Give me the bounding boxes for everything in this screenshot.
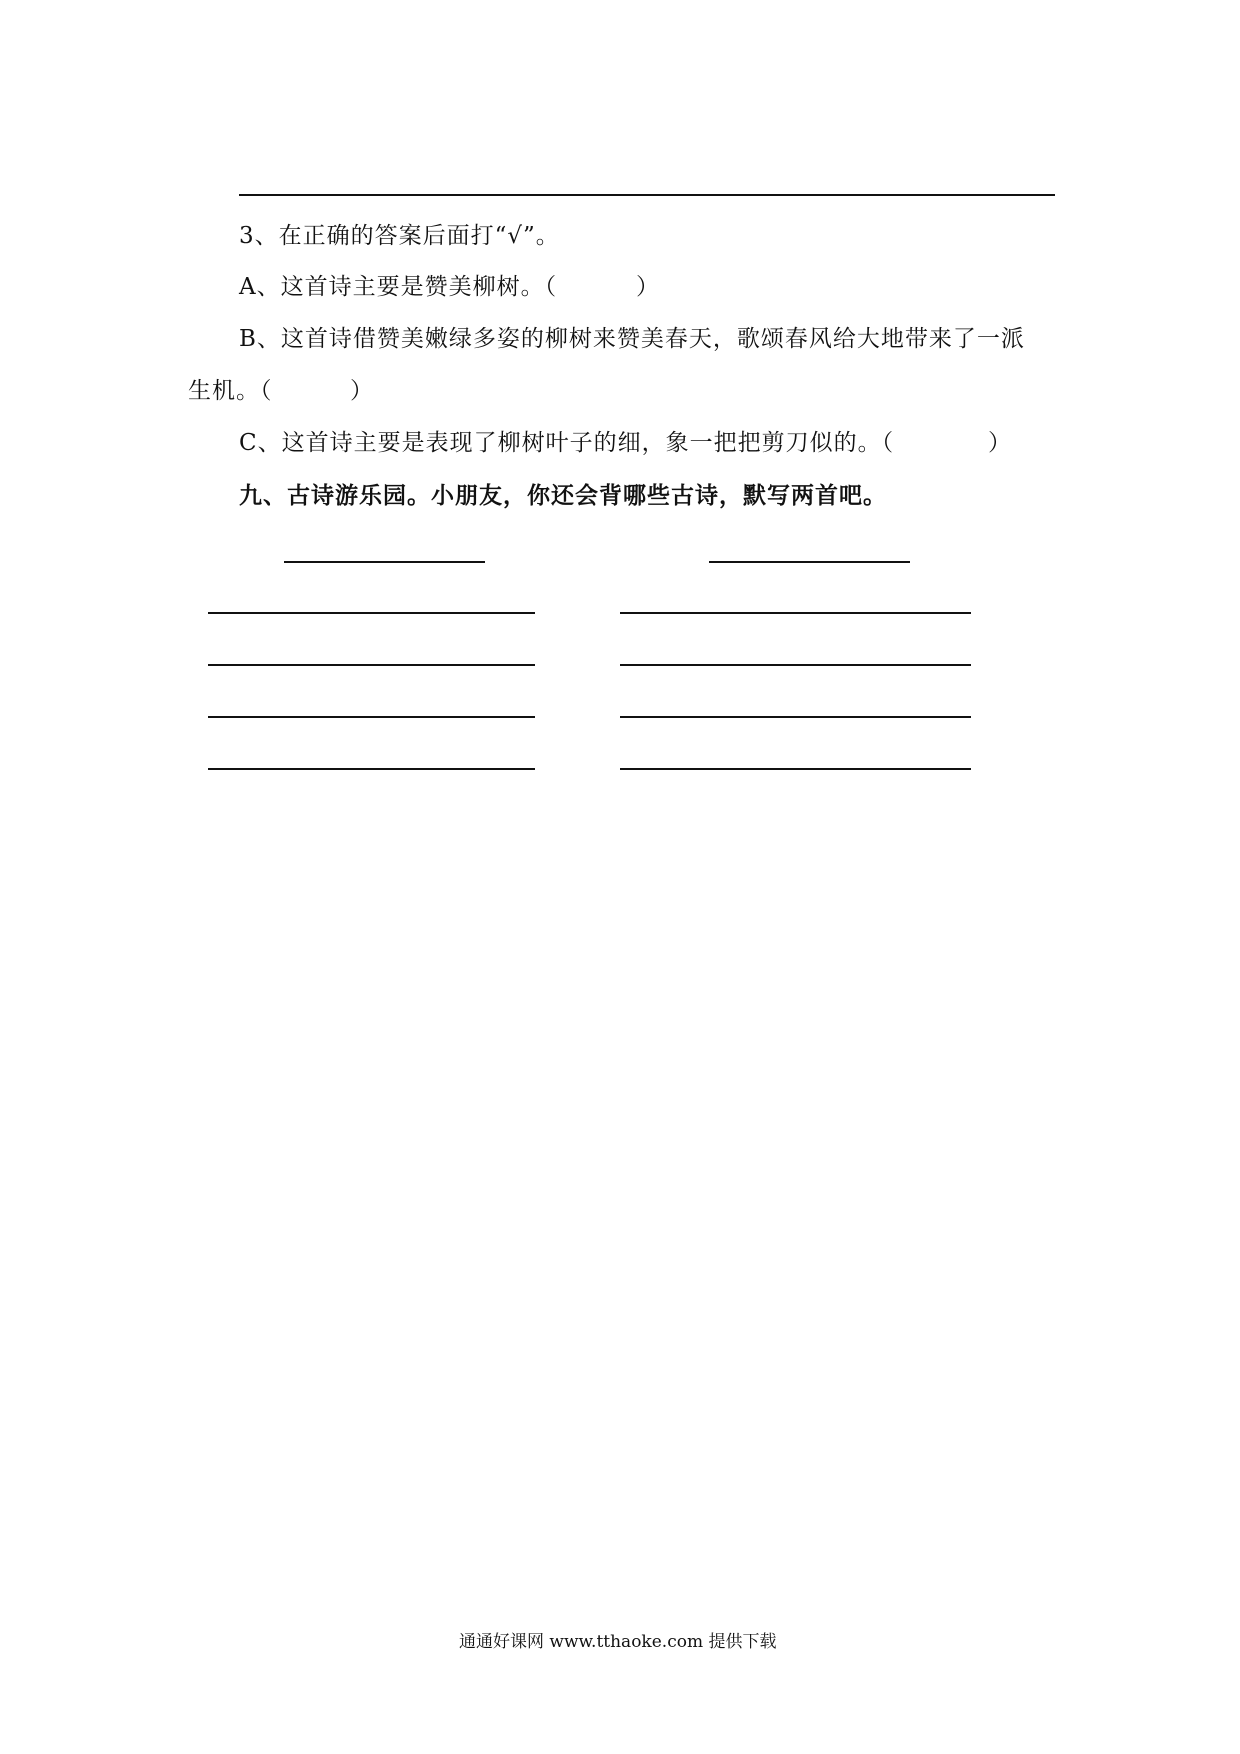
option-b-close: ） bbox=[350, 378, 374, 404]
poem-2-line-3[interactable] bbox=[620, 716, 971, 718]
poem-1-line-2[interactable] bbox=[208, 664, 535, 666]
poem-2-line-1[interactable] bbox=[620, 612, 971, 614]
option-a-close: ） bbox=[636, 274, 660, 300]
option-b-text: B、这首诗借赞美嫩绿多姿的柳树来赞美春天，歌颂春风给大地带来了一派 bbox=[239, 326, 1025, 352]
poem-1-title-line[interactable] bbox=[284, 561, 485, 563]
poem-2-line-4[interactable] bbox=[620, 768, 971, 770]
answer-line-top[interactable] bbox=[239, 194, 1055, 196]
poem-1-line-4[interactable] bbox=[208, 768, 535, 770]
poem-2-title-line[interactable] bbox=[709, 561, 910, 563]
poem-1-line-1[interactable] bbox=[208, 612, 535, 614]
section-9-heading: 九、古诗游乐园。小朋友，你还会背哪些古诗，默写两首吧。 bbox=[239, 483, 887, 509]
option-c-close: ） bbox=[988, 430, 1012, 456]
option-c-text: C、这首诗主要是表现了柳树叶子的细，象一把把剪刀似的。（ bbox=[239, 430, 895, 456]
poem-2-line-2[interactable] bbox=[620, 664, 971, 666]
poem-1-line-3[interactable] bbox=[208, 716, 535, 718]
option-b-continuation: 生机。（ bbox=[188, 378, 273, 404]
question-3-prompt: 3、在正确的答案后面打“√”。 bbox=[239, 223, 560, 249]
option-a-text: A、这首诗主要是赞美柳树。（ bbox=[239, 274, 558, 300]
footer-text: 通通好课网 www.tthaoke.com 提供下载 bbox=[459, 1632, 777, 1652]
